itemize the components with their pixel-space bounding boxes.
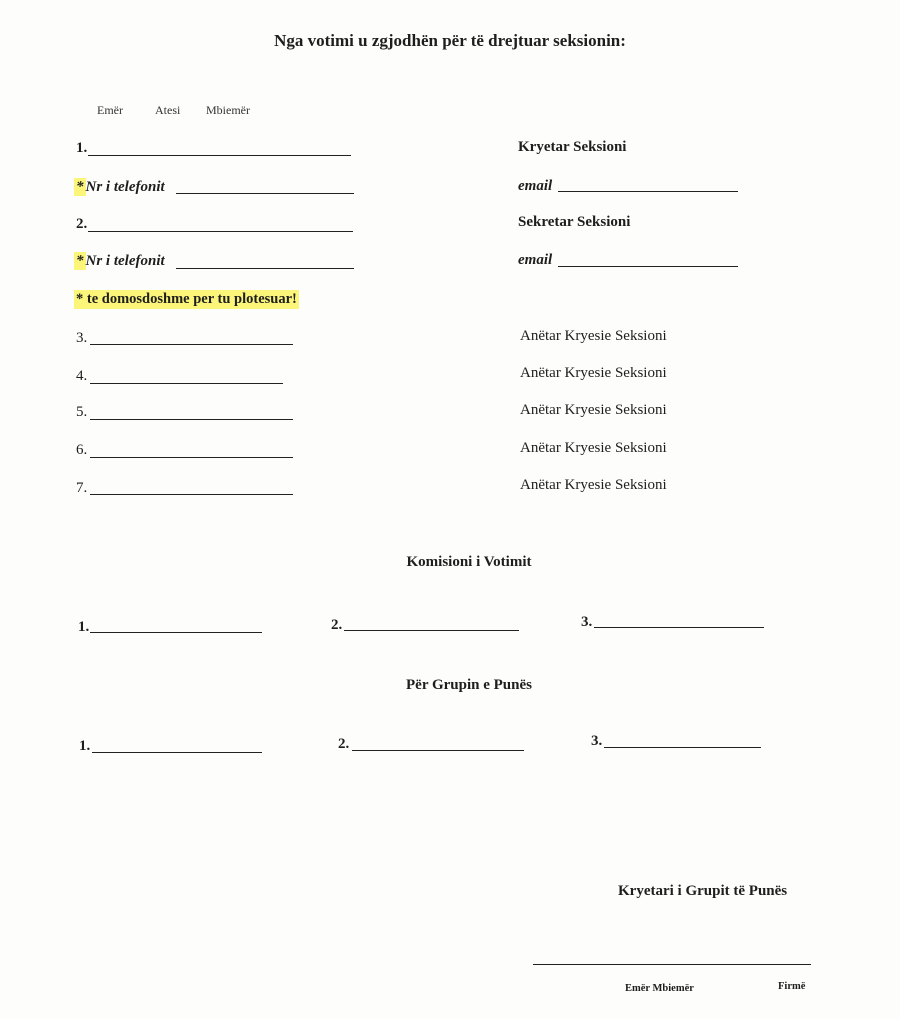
officer-2-email-label: email <box>518 252 553 268</box>
signature-line[interactable] <box>533 964 811 965</box>
officer-2-email-line[interactable] <box>558 266 738 267</box>
working-group-2-line[interactable] <box>352 750 524 751</box>
member-4-number: 4. <box>76 368 88 384</box>
officer-1-role: Kryetar Seksioni <box>518 139 627 155</box>
officer-2-role: Sekretar Seksioni <box>518 214 631 230</box>
working-group-1-number: 1. <box>79 738 91 754</box>
officer-2-number: 2. <box>76 216 88 232</box>
column-header-name: Emër <box>97 103 123 117</box>
voting-commission-heading: Komisioni i Votimit <box>406 554 532 570</box>
member-3-name-line[interactable] <box>90 344 293 345</box>
officer-1-phone-label <box>74 179 165 196</box>
phone-label-text: Nr i telefonit <box>85 253 165 269</box>
working-group-2-number: 2. <box>338 736 350 752</box>
working-group-heading: Për Grupin e Punës <box>406 677 532 693</box>
officer-2-phone-line[interactable] <box>176 268 354 269</box>
member-6-name-line[interactable] <box>90 457 293 458</box>
officer-1-email-label: email <box>518 178 553 194</box>
commission-1-line[interactable] <box>90 632 262 633</box>
document-title: Nga votimi u zgjodhën për të drejtuar seksionin: <box>274 31 626 50</box>
required-note: * te domosdoshme per tu plotesuar! <box>76 291 297 307</box>
member-7-number: 7. <box>76 480 88 496</box>
officer-2-phone-label <box>74 253 165 270</box>
officer-1-name-line[interactable] <box>88 155 351 156</box>
officer-1-email-line[interactable] <box>558 191 738 192</box>
working-group-3-number: 3. <box>591 733 603 749</box>
member-4-name-line[interactable] <box>90 383 283 384</box>
required-star: * <box>76 179 84 195</box>
member-6-role: Anëtar Kryesie Seksioni <box>520 440 667 456</box>
working-group-3-line[interactable] <box>604 747 761 748</box>
officer-1-phone-line[interactable] <box>176 193 354 194</box>
commission-3-line[interactable] <box>594 627 764 628</box>
member-7-name-line[interactable] <box>90 494 293 495</box>
required-star: * <box>76 253 84 269</box>
officer-2-name-line[interactable] <box>88 231 353 232</box>
working-group-1-line[interactable] <box>92 752 262 753</box>
member-6-number: 6. <box>76 442 88 458</box>
signature-heading: Kryetari i Grupit të Punës <box>618 883 788 899</box>
column-header-father: Atesi <box>155 103 181 117</box>
officer-1-number: 1. <box>76 140 88 156</box>
commission-3-number: 3. <box>581 614 593 630</box>
phone-label-text: Nr i telefonit <box>85 179 165 195</box>
member-5-role: Anëtar Kryesie Seksioni <box>520 402 667 418</box>
member-5-number: 5. <box>76 404 88 420</box>
member-3-role: Anëtar Kryesie Seksioni <box>520 328 667 344</box>
member-5-name-line[interactable] <box>90 419 293 420</box>
column-header-surname: Mbiemër <box>206 103 250 117</box>
member-3-number: 3. <box>76 330 88 346</box>
member-7-role: Anëtar Kryesie Seksioni <box>520 477 667 493</box>
signature-sign-label: Firmë <box>778 981 806 992</box>
commission-2-number: 2. <box>331 617 343 633</box>
member-4-role: Anëtar Kryesie Seksioni <box>520 365 667 381</box>
commission-2-line[interactable] <box>344 630 519 631</box>
signature-name-label: Emër Mbiemër <box>625 983 694 994</box>
commission-1-number: 1. <box>78 619 90 635</box>
